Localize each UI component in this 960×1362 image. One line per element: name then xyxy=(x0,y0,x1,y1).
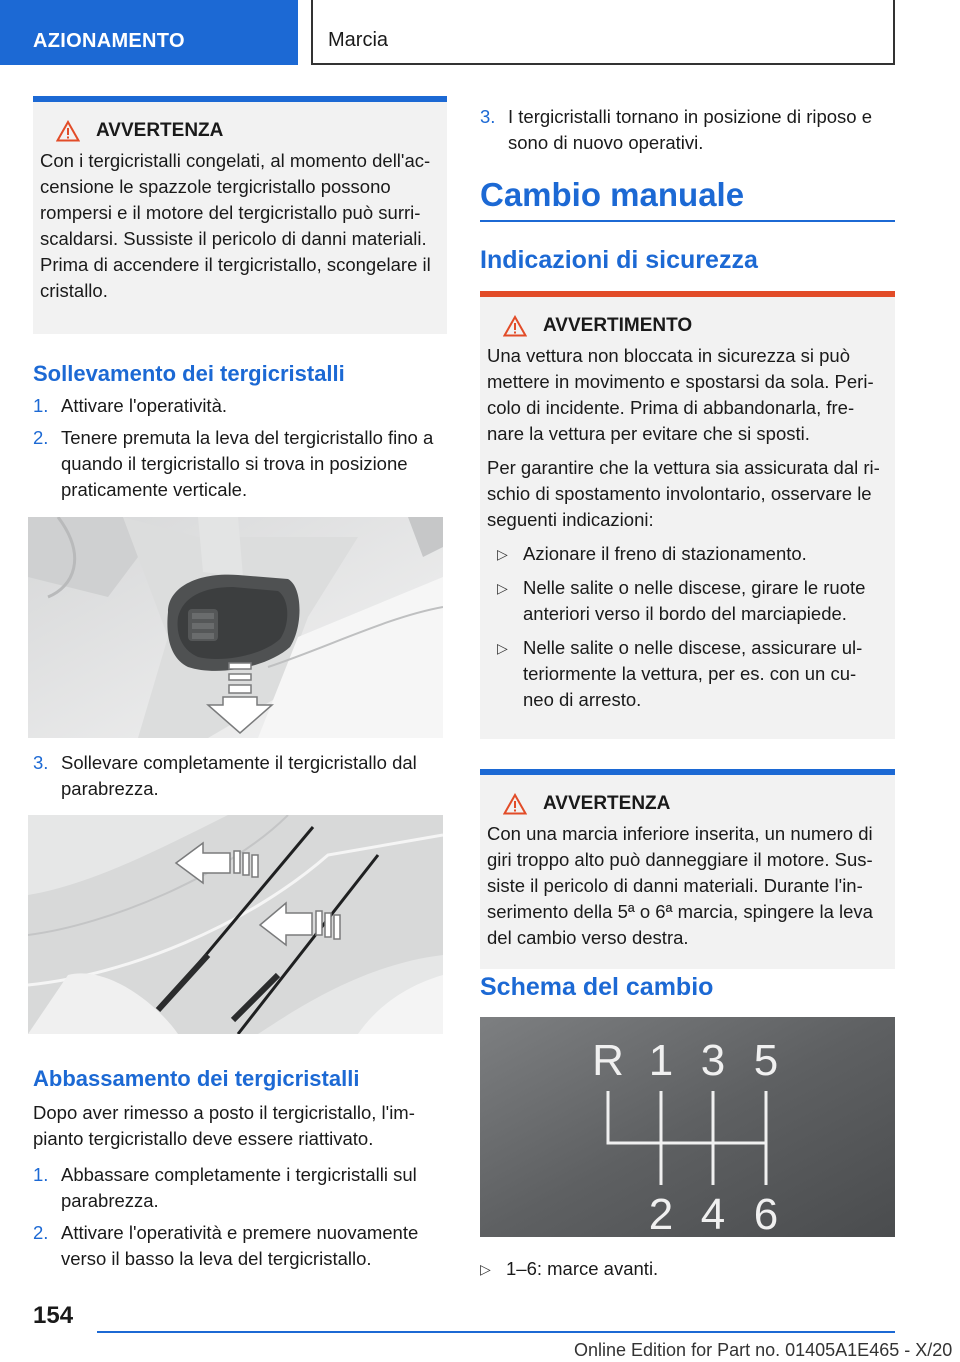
left-column xyxy=(33,96,447,509)
wiper-lever-illustration xyxy=(28,517,443,738)
bullet-triangle-icon: ▷ xyxy=(480,1261,491,1277)
warning-title: AVVERTENZA xyxy=(487,793,887,815)
list-item: 1. Abbassare completamente i tergicristalli sul parabrezza. xyxy=(33,1164,417,1211)
safety-heading: Indicazioni di sicurezza xyxy=(480,246,758,274)
shift-pattern-illustration xyxy=(480,1017,895,1237)
warning-text: Con una marcia inferiore inserita, un numero di giri troppo alto può danneggiare il motore. Sus-siste il pericolo di danni materiali. Durante l'in-serimento della 5ª o 6ª marcia, spingere la leva del cambio verso destra. xyxy=(487,823,873,948)
lower-wipers-heading: Abbassamento dei tergicristalli xyxy=(33,1066,360,1091)
raise-wipers-heading: Sollevamento dei tergicristalli xyxy=(33,361,345,386)
list-item: ▷ Nelle salite o nelle discese, assicurare ul-teriormente la vettura, per es. con un cu-neo di arresto. xyxy=(487,635,887,713)
warning-triangle-icon xyxy=(503,315,527,337)
bullet-triangle-icon: ▷ xyxy=(497,640,508,656)
list-item: 3. Sollevare completamente il tergicristallo dal parabrezza. xyxy=(33,752,417,799)
list-item: 2. Attivare l'operatività e premere nuovamente verso il basso la leva del tergicristallo. xyxy=(33,1222,419,1269)
windshield-wipers-illustration xyxy=(28,815,443,1034)
list-item: 1. Attivare l'operatività. xyxy=(33,395,227,416)
manual-gearbox-heading: Cambio manuale xyxy=(480,176,745,213)
list-item: 2. Tenere premuta la leva del tergicristallo fino a quando il tergicristallo si trova in posizione praticamente verticale. xyxy=(33,427,434,500)
list-item: ▷ Azionare il freno di stazionamento. xyxy=(487,541,887,567)
warning-box-vehicle-rolling xyxy=(480,291,895,739)
section-tab: AZIONAMENTO xyxy=(0,0,298,65)
gear-label: 3 xyxy=(700,1036,726,1085)
gear-label: 5 xyxy=(753,1036,779,1085)
lower-steps xyxy=(33,1162,447,1272)
warning-triangle-icon xyxy=(503,793,527,815)
lower-section xyxy=(33,1066,447,1278)
footer-rule xyxy=(97,1331,895,1333)
gear-label: 1 xyxy=(648,1036,674,1085)
gear-bullets xyxy=(470,1256,890,1290)
page-number: 154 xyxy=(33,1302,74,1329)
list-item: ▷ Nelle salite o nelle discese, girare le ruote anteriori verso il bordo del marciapiede. xyxy=(487,575,887,627)
gear-label: 6 xyxy=(753,1190,779,1237)
gear-label: 4 xyxy=(700,1190,726,1237)
right-column xyxy=(480,104,895,969)
lower-step-3 xyxy=(480,104,895,156)
lower-intro: Dopo aver rimesso a posto il tergicristallo, l'im-pianto tergicristallo deve essere riattivato. xyxy=(33,1102,415,1149)
warning-text: Con i tergicristalli congelati, al momento dell'ac-censione le spazzole tergicristallo possono rompersi e il motore del tergicristallo può surri-scaldarsi. Sussiste il pericolo di danni materiali. Prima di accendere il tergicristallo, scongelare il cristallo. xyxy=(40,150,431,301)
warning-text: Per garantire che la vettura sia assicurata dal ri-schio di spostamento involontario, osservare le seguenti indicazioni: xyxy=(487,457,880,530)
warning-bullets xyxy=(487,541,887,713)
warning-title: AVVERTENZA xyxy=(40,120,439,142)
bullet-triangle-icon: ▷ xyxy=(497,546,508,562)
warning-box-overrev xyxy=(480,769,895,969)
bullet-triangle-icon: ▷ xyxy=(497,580,508,596)
warning-title: AVVERTIMENTO xyxy=(487,315,887,337)
warning-box-frozen-wipers xyxy=(33,96,447,334)
gear-label: R xyxy=(592,1036,624,1085)
warning-text: Una vettura non bloccata in sicurezza si può mettere in movimento e spostarsi da sola. Peri-colo di incidente. Prima di abbandonarla, fre-nare la vettura per evitare che si sposti. xyxy=(487,345,874,444)
list-item: ▷ 1–6: marce avanti. xyxy=(470,1256,890,1282)
gear-label: 2 xyxy=(648,1190,674,1237)
shift-pattern-heading: Schema del cambio xyxy=(480,973,714,1001)
raise-steps xyxy=(33,393,447,503)
raise-step-3 xyxy=(33,750,447,808)
online-edition-note: Online Edition for Part no. 01405A1E465 - X/20 xyxy=(574,1340,953,1360)
warning-triangle-icon xyxy=(56,120,80,142)
heading-rule xyxy=(480,220,895,222)
chapter-title: Marcia xyxy=(311,0,895,65)
list-item: 3. I tergicristalli tornano in posizione di riposo e sono di nuovo operativi. xyxy=(480,106,873,153)
